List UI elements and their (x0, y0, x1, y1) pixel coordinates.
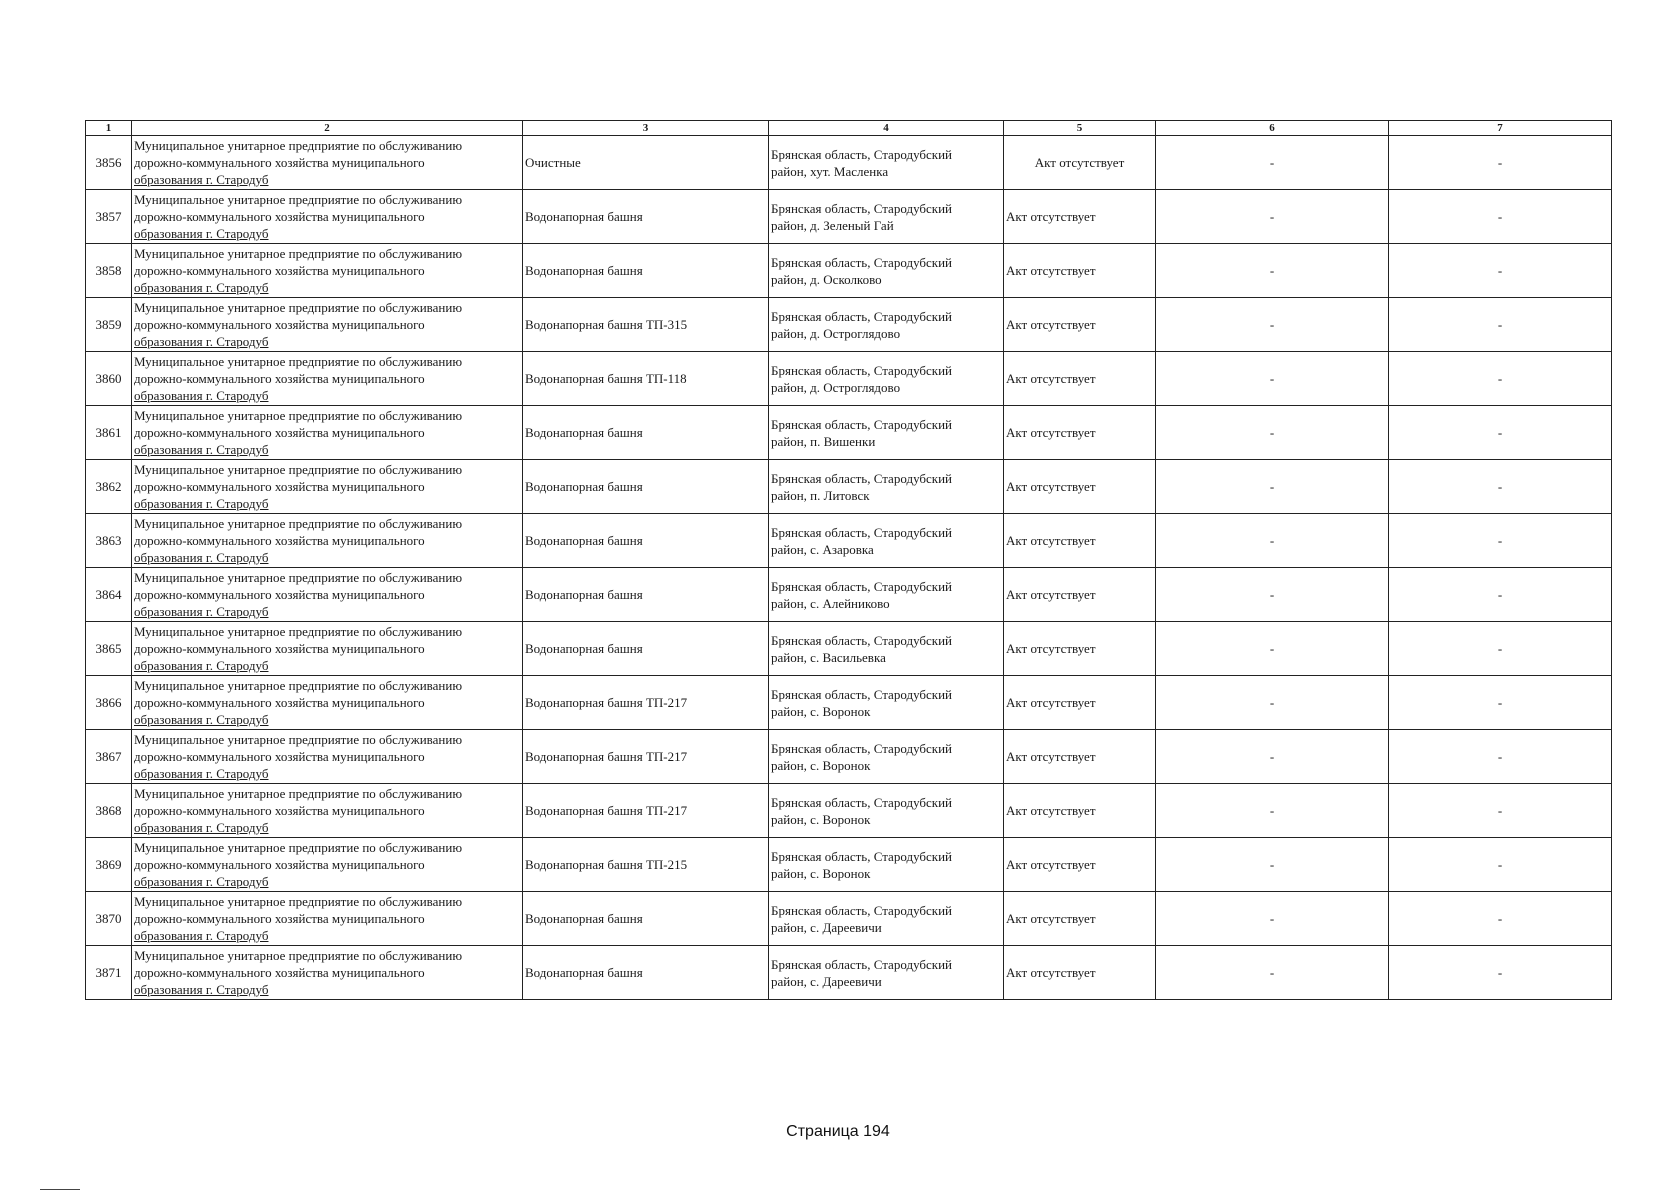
address-line: район, д. Осколково (771, 271, 882, 287)
row-number: 3861 (86, 406, 132, 460)
owner-line: образования г. Стародуб (134, 928, 269, 943)
header-cell-1: 1 (86, 121, 132, 136)
address-cell (769, 298, 1004, 352)
address-cell (769, 784, 1004, 838)
col7-cell: - (1389, 730, 1612, 784)
owner-cell (132, 352, 523, 406)
row-number: 3856 (86, 136, 132, 190)
owner-line: образования г. Стародуб (134, 442, 269, 457)
address-cell (769, 838, 1004, 892)
table-row (86, 730, 1612, 784)
col7-cell: - (1389, 838, 1612, 892)
act-cell: Акт отсутствует (1004, 568, 1156, 622)
col7-cell: - (1389, 514, 1612, 568)
row-number: 3871 (86, 946, 132, 1000)
owner-line: образования г. Стародуб (134, 388, 269, 403)
owner-line: дорожно-коммунального хозяйства муниципального (134, 371, 425, 386)
address-line: Брянская область, Стародубский (771, 308, 953, 324)
address-line: Брянская область, Стародубский (771, 524, 953, 540)
header-row (86, 121, 1612, 136)
address-cell (769, 460, 1004, 514)
owner-line: дорожно-коммунального хозяйства муниципального (134, 209, 425, 224)
header-cell-3: 3 (523, 121, 769, 136)
col7-cell: - (1389, 136, 1612, 190)
object-cell: Водонапорная башня (523, 892, 769, 946)
header-cell-7: 7 (1389, 121, 1612, 136)
address-line: район, с. Воронок (771, 757, 871, 773)
owner-cell (132, 784, 523, 838)
address-cell (769, 514, 1004, 568)
address-line: район, с. Алейниково (771, 595, 890, 611)
address-line: Брянская область, Стародубский (771, 632, 953, 648)
act-cell: Акт отсутствует (1004, 622, 1156, 676)
table-row (86, 136, 1612, 190)
owner-cell (132, 406, 523, 460)
object-cell: Водонапорная башня (523, 514, 769, 568)
col6-cell: - (1156, 190, 1389, 244)
address-cell (769, 946, 1004, 1000)
owner-line: Муниципальное унитарное предприятие по обслуживанию (134, 840, 463, 855)
col6-cell: - (1156, 514, 1389, 568)
row-number: 3866 (86, 676, 132, 730)
owner-line: дорожно-коммунального хозяйства муниципального (134, 263, 425, 278)
address-line: район, п. Вишенки (771, 433, 876, 449)
header-cell-5: 5 (1004, 121, 1156, 136)
row-number: 3864 (86, 568, 132, 622)
row-number: 3862 (86, 460, 132, 514)
address-line: район, с. Воронок (771, 811, 871, 827)
owner-line: Муниципальное унитарное предприятие по обслуживанию (134, 570, 463, 585)
table-row (86, 244, 1612, 298)
owner-line: образования г. Стародуб (134, 334, 269, 349)
row-number: 3860 (86, 352, 132, 406)
act-cell: Акт отсутствует (1004, 892, 1156, 946)
address-line: Брянская область, Стародубский (771, 578, 953, 594)
owner-line: Муниципальное унитарное предприятие по обслуживанию (134, 300, 463, 315)
table-row (86, 784, 1612, 838)
owner-line: дорожно-коммунального хозяйства муниципального (134, 425, 425, 440)
address-line: район, д. Остроглядово (771, 379, 901, 395)
object-cell: Водонапорная башня (523, 406, 769, 460)
act-cell: Акт отсутствует (1004, 406, 1156, 460)
document-sheet (85, 120, 1611, 1000)
col7-cell: - (1389, 892, 1612, 946)
owner-line: образования г. Стародуб (134, 712, 269, 727)
page-number: Страница 194 (786, 1123, 890, 1140)
owner-line: образования г. Стародуб (134, 226, 269, 241)
owner-line: Муниципальное унитарное предприятие по обслуживанию (134, 732, 463, 747)
address-cell (769, 406, 1004, 460)
owner-line: Муниципальное унитарное предприятие по обслуживанию (134, 516, 463, 531)
address-line: Брянская область, Стародубский (771, 254, 953, 270)
owner-line: дорожно-коммунального хозяйства муниципального (134, 155, 425, 170)
act-cell: Акт отсутствует (1004, 676, 1156, 730)
table-row (86, 622, 1612, 676)
address-line: Брянская область, Стародубский (771, 470, 953, 486)
address-cell (769, 730, 1004, 784)
owner-line: Муниципальное унитарное предприятие по обслуживанию (134, 948, 463, 963)
table-row (86, 892, 1612, 946)
table-row (86, 838, 1612, 892)
object-cell: Водонапорная башня (523, 946, 769, 1000)
address-line: район, п. Литовск (771, 487, 870, 503)
object-cell: Водонапорная башня ТП-217 (523, 730, 769, 784)
object-cell: Очистные (523, 136, 769, 190)
address-line: Брянская область, Стародубский (771, 848, 953, 864)
col7-cell: - (1389, 784, 1612, 838)
col6-cell: - (1156, 676, 1389, 730)
address-line: Брянская область, Стародубский (771, 362, 953, 378)
owner-line: образования г. Стародуб (134, 280, 269, 295)
address-cell (769, 676, 1004, 730)
object-cell: Водонапорная башня ТП-118 (523, 352, 769, 406)
act-cell: Акт отсутствует (1004, 190, 1156, 244)
address-cell (769, 892, 1004, 946)
owner-cell (132, 568, 523, 622)
owner-line: дорожно-коммунального хозяйства муниципального (134, 695, 425, 710)
owner-line: образования г. Стародуб (134, 766, 269, 781)
object-cell: Водонапорная башня (523, 190, 769, 244)
col7-cell: - (1389, 460, 1612, 514)
address-line: Брянская область, Стародубский (771, 902, 953, 918)
act-cell: Акт отсутствует (1004, 838, 1156, 892)
act-cell: Акт отсутствует (1004, 244, 1156, 298)
header-cell-2: 2 (132, 121, 523, 136)
owner-line: образования г. Стародуб (134, 172, 269, 187)
object-cell: Водонапорная башня ТП-215 (523, 838, 769, 892)
owner-line: дорожно-коммунального хозяйства муниципального (134, 911, 425, 926)
address-line: район, д. Зеленый Гай (771, 217, 894, 233)
owner-line: Муниципальное унитарное предприятие по обслуживанию (134, 138, 463, 153)
owner-cell (132, 622, 523, 676)
col7-cell: - (1389, 622, 1612, 676)
table-row (86, 676, 1612, 730)
object-cell: Водонапорная башня (523, 460, 769, 514)
owner-cell (132, 460, 523, 514)
col6-cell: - (1156, 406, 1389, 460)
registry-table (85, 120, 1612, 1000)
col6-cell: - (1156, 946, 1389, 1000)
address-cell (769, 622, 1004, 676)
table-row (86, 568, 1612, 622)
margin-mark (40, 1189, 80, 1190)
address-line: район, с. Воронок (771, 865, 871, 881)
act-cell: Акт отсутствует (1004, 946, 1156, 1000)
act-cell: Акт отсутствует (1004, 514, 1156, 568)
owner-line: образования г. Стародуб (134, 820, 269, 835)
col6-cell: - (1156, 244, 1389, 298)
col7-cell: - (1389, 946, 1612, 1000)
col7-cell: - (1389, 568, 1612, 622)
act-cell: Акт отсутствует (1004, 460, 1156, 514)
object-cell: Водонапорная башня ТП-217 (523, 784, 769, 838)
header-cell-6: 6 (1156, 121, 1389, 136)
owner-line: Муниципальное унитарное предприятие по обслуживанию (134, 624, 463, 639)
col6-cell: - (1156, 460, 1389, 514)
col7-cell: - (1389, 244, 1612, 298)
act-cell: Акт отсутствует (1004, 136, 1156, 190)
owner-line: Муниципальное унитарное предприятие по обслуживанию (134, 894, 463, 909)
address-line: Брянская область, Стародубский (771, 740, 953, 756)
act-cell: Акт отсутствует (1004, 352, 1156, 406)
owner-cell (132, 892, 523, 946)
address-line: Брянская область, Стародубский (771, 794, 953, 810)
owner-line: образования г. Стародуб (134, 658, 269, 673)
col7-cell: - (1389, 352, 1612, 406)
owner-line: дорожно-коммунального хозяйства муниципального (134, 641, 425, 656)
owner-line: дорожно-коммунального хозяйства муниципального (134, 803, 425, 818)
col6-cell: - (1156, 838, 1389, 892)
owner-line: образования г. Стародуб (134, 982, 269, 997)
address-cell (769, 136, 1004, 190)
address-line: район, с. Дареевичи (771, 973, 882, 989)
row-number: 3858 (86, 244, 132, 298)
owner-line: дорожно-коммунального хозяйства муниципального (134, 479, 425, 494)
owner-line: Муниципальное унитарное предприятие по обслуживанию (134, 678, 463, 693)
address-cell (769, 568, 1004, 622)
owner-line: Муниципальное унитарное предприятие по обслуживанию (134, 408, 463, 423)
owner-line: образования г. Стародуб (134, 604, 269, 619)
owner-line: дорожно-коммунального хозяйства муниципального (134, 857, 425, 872)
table-row (86, 460, 1612, 514)
act-cell: Акт отсутствует (1004, 730, 1156, 784)
col6-cell: - (1156, 892, 1389, 946)
col6-cell: - (1156, 622, 1389, 676)
owner-line: образования г. Стародуб (134, 874, 269, 889)
address-cell (769, 352, 1004, 406)
row-number: 3867 (86, 730, 132, 784)
address-line: Брянская область, Стародубский (771, 956, 953, 972)
table-row (86, 406, 1612, 460)
object-cell: Водонапорная башня (523, 244, 769, 298)
col6-cell: - (1156, 352, 1389, 406)
col7-cell: - (1389, 406, 1612, 460)
row-number: 3859 (86, 298, 132, 352)
owner-line: Муниципальное унитарное предприятие по обслуживанию (134, 246, 463, 261)
owner-line: дорожно-коммунального хозяйства муниципального (134, 965, 425, 980)
owner-cell (132, 676, 523, 730)
row-number: 3865 (86, 622, 132, 676)
object-cell: Водонапорная башня (523, 568, 769, 622)
owner-line: образования г. Стародуб (134, 496, 269, 511)
owner-cell (132, 298, 523, 352)
table-row (86, 190, 1612, 244)
owner-cell (132, 136, 523, 190)
owner-cell (132, 946, 523, 1000)
address-line: район, с. Азаровка (771, 541, 874, 557)
owner-cell (132, 514, 523, 568)
col7-cell: - (1389, 190, 1612, 244)
object-cell: Водонапорная башня ТП-315 (523, 298, 769, 352)
col6-cell: - (1156, 568, 1389, 622)
owner-cell (132, 838, 523, 892)
owner-line: Муниципальное унитарное предприятие по обслуживанию (134, 354, 463, 369)
owner-line: дорожно-коммунального хозяйства муниципального (134, 749, 425, 764)
address-line: Брянская область, Стародубский (771, 416, 953, 432)
row-number: 3868 (86, 784, 132, 838)
col6-cell: - (1156, 730, 1389, 784)
owner-line: дорожно-коммунального хозяйства муниципального (134, 533, 425, 548)
header-cell-4: 4 (769, 121, 1004, 136)
row-number: 3857 (86, 190, 132, 244)
owner-cell (132, 190, 523, 244)
act-cell: Акт отсутствует (1004, 784, 1156, 838)
table-row (86, 946, 1612, 1000)
address-line: Брянская область, Стародубский (771, 686, 953, 702)
act-cell: Акт отсутствует (1004, 298, 1156, 352)
owner-cell (132, 730, 523, 784)
address-cell (769, 244, 1004, 298)
row-number: 3870 (86, 892, 132, 946)
owner-line: дорожно-коммунального хозяйства муниципального (134, 587, 425, 602)
table-row (86, 352, 1612, 406)
owner-line: дорожно-коммунального хозяйства муниципального (134, 317, 425, 332)
address-cell (769, 190, 1004, 244)
owner-cell (132, 244, 523, 298)
col7-cell: - (1389, 298, 1612, 352)
owner-line: образования г. Стародуб (134, 550, 269, 565)
owner-line: Муниципальное унитарное предприятие по обслуживанию (134, 786, 463, 801)
registry-body (86, 136, 1612, 1000)
address-line: Брянская область, Стародубский (771, 200, 953, 216)
address-line: Брянская область, Стародубский (771, 146, 953, 162)
row-number: 3863 (86, 514, 132, 568)
address-line: район, с. Васильевка (771, 649, 886, 665)
address-line: район, д. Остроглядово (771, 325, 901, 341)
address-line: район, с. Дареевичи (771, 919, 882, 935)
object-cell: Водонапорная башня ТП-217 (523, 676, 769, 730)
col6-cell: - (1156, 784, 1389, 838)
owner-line: Муниципальное унитарное предприятие по обслуживанию (134, 192, 463, 207)
table-row (86, 514, 1612, 568)
address-line: район, хут. Масленка (771, 163, 889, 179)
col6-cell: - (1156, 136, 1389, 190)
row-number: 3869 (86, 838, 132, 892)
table-row (86, 298, 1612, 352)
owner-line: Муниципальное унитарное предприятие по обслуживанию (134, 462, 463, 477)
object-cell: Водонапорная башня (523, 622, 769, 676)
col6-cell: - (1156, 298, 1389, 352)
col7-cell: - (1389, 676, 1612, 730)
address-line: район, с. Воронок (771, 703, 871, 719)
